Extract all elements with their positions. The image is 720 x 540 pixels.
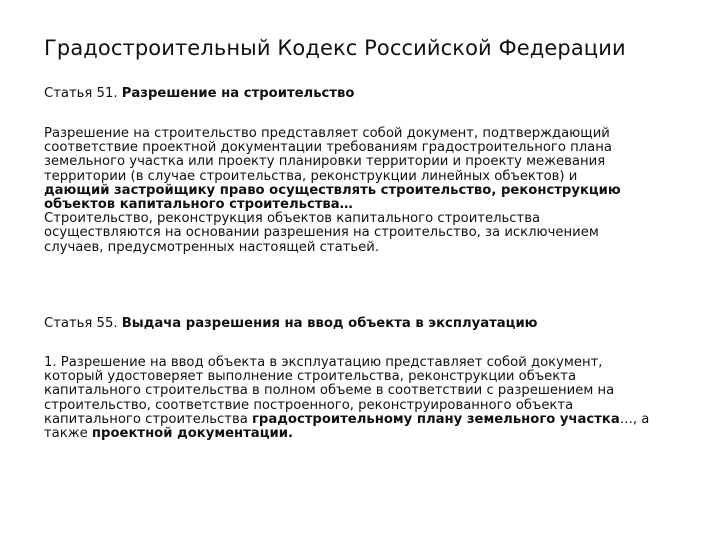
article-55-line: строительство, соответствие построенного, реконструированного объекта <box>44 397 574 413</box>
article-51-heading <box>44 86 354 101</box>
article-51-line: земельного участка или проекту планировки территории и проекту межевания <box>44 154 606 170</box>
article-51-line: Разрешение на строительство представляет собой документ, подтверждающий <box>44 126 610 141</box>
article-51-text <box>44 127 684 255</box>
article-51-line-bold: дающий застройщику право осуществлять строительство, реконструкцию <box>44 182 621 198</box>
article-51-line: случаев, предусмотренных настоящей статьей. <box>44 239 380 255</box>
article-55-text <box>44 356 684 441</box>
article-55-number: Статья 55. <box>44 316 122 331</box>
page-title: Градостроительный Кодекс Российской Федерации <box>44 36 626 60</box>
article-55-line-mixed: также проектной документации. <box>44 426 293 442</box>
article-51-line: территории (в случае строительства, реконструкции линейных объектов) и <box>44 168 578 184</box>
article-51-line: осуществляются на основании разрешения на строительство, за исключением <box>44 225 599 241</box>
article-51-line-bold: объектов капитального строительства… <box>44 197 353 213</box>
article-55-heading <box>44 316 538 331</box>
article-51-title: Разрешение на строительство <box>121 86 355 101</box>
article-51-line: соответствие проектной документации требованиям градостроительного плана <box>44 140 612 156</box>
article-51-line: Строительство, реконструкция объектов капитального строительства <box>44 211 541 227</box>
article-51-number: Статья 51. <box>44 86 122 101</box>
article-55-line: 1. Разрешение на ввод объекта в эксплуатацию представляет собой документ, <box>44 355 603 370</box>
article-55-line: капитального строительства в полном объеме в соответствии с разрешением на <box>44 383 615 399</box>
article-55-line-mixed: капитального строительства градостроительному плану земельного участка…, а <box>44 411 650 427</box>
article-55-title: Выдача разрешения на ввод объекта в эксплуатацию <box>121 316 538 331</box>
article-55-line: который удостоверяет выполнение строительства, реконструкции объекта <box>44 369 577 385</box>
